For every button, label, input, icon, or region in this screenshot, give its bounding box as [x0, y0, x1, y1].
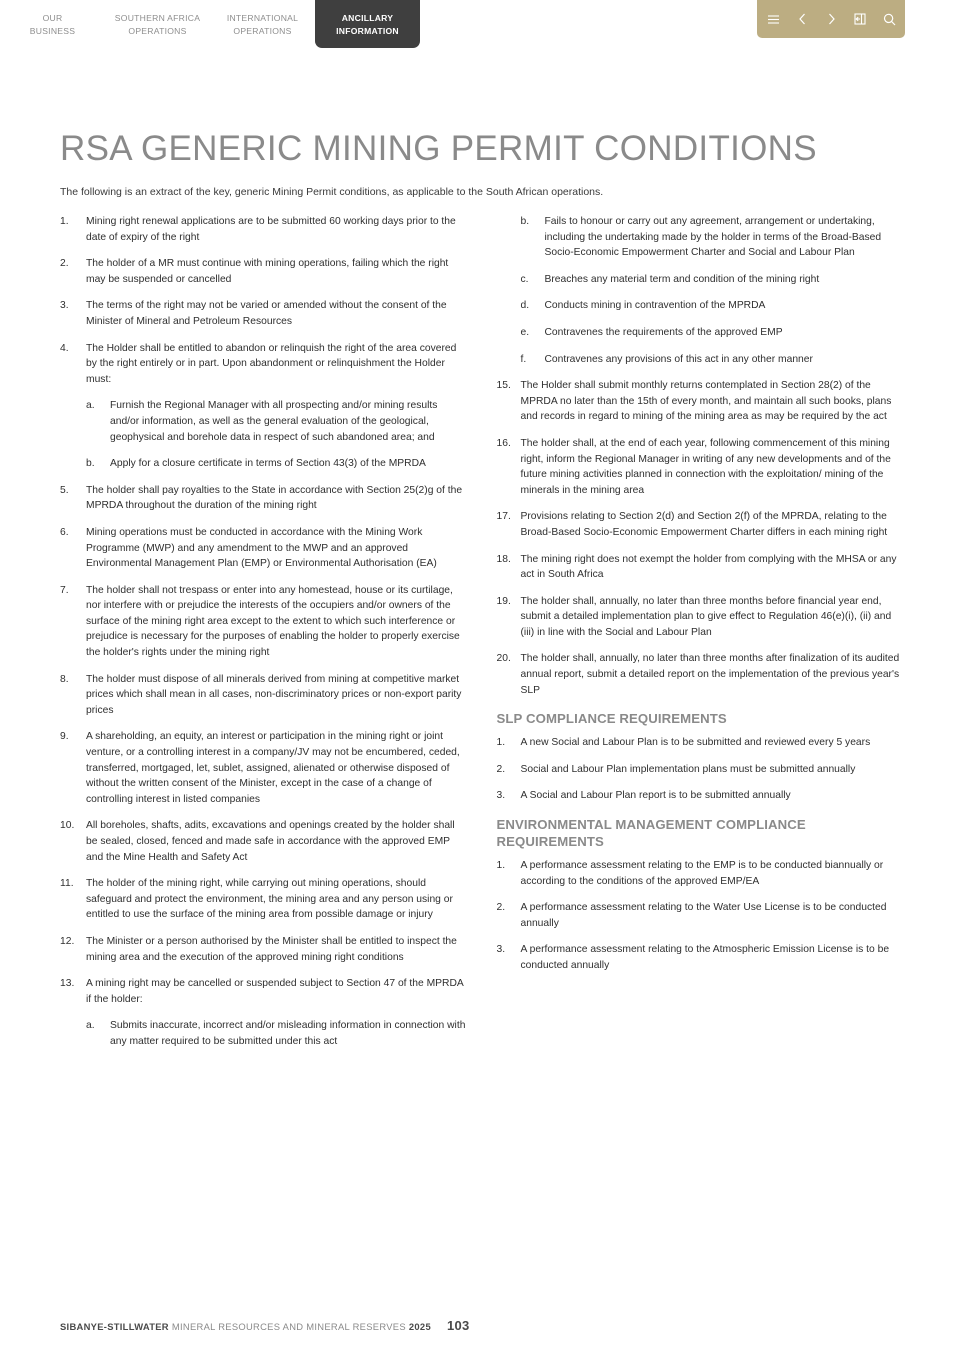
list-item-marker: f. — [520, 353, 527, 365]
list-item — [86, 398, 469, 445]
page-number: 103 — [446, 1318, 470, 1333]
list-item — [497, 509, 906, 540]
list-item-text: Provisions relating to Section 2(d) and Section 2(f) of the MPRDA, relating to the Broad-Based Socio-Economic Empowerment Charter differs in each mining right — [520, 511, 888, 538]
list-item-marker: 1. — [496, 737, 506, 749]
list-item-text: The mining right does not exempt the holder from complying with the MHSA or any act in South Africa — [520, 553, 897, 581]
nav-tab-label-line2: INFORMATION — [336, 26, 399, 36]
page-footer — [60, 1318, 470, 1333]
list-item — [497, 788, 906, 804]
list-item-text: A shareholding, an equity, an interest or participation in the mining right or joint venture, or a controlling interest in a company/JV may not be encumbered, ceded, transferred, mortgaged, let, sublet, assigned, alienated or otherwise disposed of without the written consent of the Minister, except in the case of a change of controlling interest in listed companies — [86, 731, 460, 805]
list-item-marker: 6. — [60, 526, 69, 538]
nav-tab-label-line1: SOUTHERN AFRICA — [114, 13, 201, 23]
list-item-text: The Holder shall be entitled to abandon or relinquish the right of the area covered by the right entirely or in part. Upon abandonment or relinquishment the Holder must: — [86, 342, 457, 385]
list-item — [497, 735, 906, 751]
list-item-text: A performance assessment relating to the Atmospheric Emission License is to be conducted annually — [520, 944, 890, 971]
list-item-marker: 8. — [60, 673, 69, 685]
list-item-marker: 11. — [60, 878, 74, 890]
list-item-text: Apply for a closure certificate in terms of Section 43(3) of the MPRDA — [110, 458, 426, 470]
chevron-right-icon[interactable] — [824, 12, 839, 27]
right-column — [497, 214, 906, 985]
list-item-text: A Social and Labour Plan report is to be submitted annually — [520, 790, 791, 802]
list-item-marker: 15. — [496, 380, 511, 392]
list-item-text: Contravenes any provisions of this act in any other manner — [544, 353, 813, 365]
list-item-text: Conducts mining in contravention of the MPRDA — [544, 300, 766, 312]
list-item — [521, 298, 906, 314]
list-item-text: The Holder shall submit monthly returns contemplated in Section 28(2) of the MPRDA no later than the 15th of every month, and maintain all such books, plans and records in regard to mining of the mining area as may be required by the act — [520, 380, 892, 423]
list-item — [60, 483, 469, 514]
list-item-marker: 3. — [496, 790, 506, 802]
top-navigation — [0, 0, 965, 57]
list-item — [521, 325, 906, 341]
list-item-marker: b. — [86, 458, 95, 470]
list-item-marker: 18. — [496, 553, 511, 565]
list-item — [60, 729, 469, 807]
nav-icon-bar — [757, 0, 905, 38]
list-item-text: The holder of the mining right, while carrying out mining operations, should safeguard and protect the environment, the mining area and any person using or entitled to use the surface of the mining area from possible damage or injury — [86, 878, 453, 921]
page-content — [0, 129, 965, 1061]
list-item — [497, 942, 906, 973]
list-item-marker: 2. — [60, 258, 69, 270]
list-item-text: The Minister or a person authorised by the Minister shall be entitled to inspect the mining area and the execution of the approved mining right conditions — [86, 935, 457, 963]
list-item-marker: 1. — [60, 216, 69, 227]
nav-tab-label-line1: INTERNATIONAL — [226, 13, 299, 23]
list-item — [60, 818, 469, 865]
list-item-text: A new Social and Labour Plan is to be submitted and reviewed every 5 years — [520, 737, 871, 749]
slp-requirements-list — [497, 735, 906, 804]
list-item-marker: 4. — [60, 342, 69, 354]
list-item-text: All boreholes, shafts, adits, excavations and openings created by the holder shall be sealed, closed, fenced and made safe in accordance with the approved EMP and the Mine Health and Safety Act — [86, 820, 455, 863]
chevron-left-icon[interactable] — [795, 12, 810, 27]
exit-icon[interactable] — [853, 12, 868, 27]
list-item-text: Contravenes the requirements of the approved EMP — [544, 326, 783, 338]
list-item — [60, 256, 469, 287]
list-item — [60, 341, 469, 388]
list-item-marker: 2. — [496, 902, 506, 914]
list-item-text: The holder shall pay royalties to the State in accordance with Section 25(2)g of the MPRDA throughout the duration of the mining right — [86, 484, 463, 512]
list-item — [60, 876, 469, 923]
list-item-text: The holder must dispose of all minerals derived from mining at competitive market prices which shall mean in all cases, non-discriminatory prices or non-export parity prices — [86, 673, 462, 716]
list-item-marker: 13. — [60, 978, 75, 990]
nav-tab-label-line2: OPERATIONS — [128, 26, 187, 36]
list-item-marker: c. — [520, 273, 529, 285]
list-item — [60, 976, 469, 1007]
nav-tab-4[interactable] — [315, 0, 420, 48]
list-item-marker: a. — [86, 400, 95, 412]
list-item-marker: 3. — [60, 300, 69, 312]
list-item — [60, 934, 469, 965]
hamburger-menu-icon[interactable] — [766, 12, 781, 27]
list-item — [86, 456, 469, 472]
list-item — [497, 552, 906, 583]
list-item — [60, 525, 469, 572]
list-item-text: The holder shall, annually, no later than three months before financial year end, submit a detailed implementation plan to give effect to Regulation 46(e)(i), (ii) and (iii) in line with the Social and Labour Plan — [520, 595, 892, 638]
list-item — [497, 436, 906, 498]
nav-tab-1[interactable] — [0, 0, 105, 48]
list-item — [86, 1018, 469, 1049]
list-item-text: Furnish the Regional Manager with all prospecting and/or mining results and/or information, as well as the general evaluation of the geological, geophysical and borehole data in respect of such abandoned area; and — [110, 400, 438, 443]
footer-year: 2025 — [408, 1321, 431, 1332]
list-item-marker: 12. — [60, 935, 75, 947]
list-item-marker: 19. — [496, 595, 511, 607]
footer-brand: SIBANYE-STILLWATER — [60, 1321, 169, 1332]
two-column-layout — [60, 214, 905, 1061]
list-item-text: Mining right renewal applications are to be submitted 60 working days prior to the date of expiry of the right — [86, 216, 456, 243]
list-item-marker: 2. — [496, 763, 506, 775]
list-item-marker: e. — [520, 326, 530, 338]
slp-section-heading: SLP COMPLIANCE REQUIREMENTS — [496, 711, 727, 727]
list-item — [497, 762, 906, 778]
list-item-text: A performance assessment relating to the EMP is to be conducted biannually or according to the conditions of the approved EMP/EA — [520, 860, 884, 887]
list-item-marker: 3. — [496, 944, 506, 956]
list-item — [521, 214, 906, 261]
nav-tab-label-line1: OUR — [42, 13, 63, 23]
list-item — [497, 858, 906, 889]
conditions-list-right — [497, 214, 906, 698]
list-item — [60, 672, 469, 719]
list-item-marker: b. — [520, 216, 530, 227]
list-item-text: A mining right may be cancelled or suspended subject to Section 47 of the MPRDA if the holder: — [86, 978, 464, 1005]
list-item-marker: 1. — [496, 860, 506, 872]
list-item-marker: 16. — [496, 437, 511, 449]
list-item — [497, 594, 906, 641]
list-item-marker: 5. — [60, 484, 69, 496]
list-item-text: The holder shall, annually, no later than three months after finalization of its audited annual report, submit a detailed report on the implementation of the previous year's SLP — [520, 653, 900, 696]
list-item-text: The holder shall, at the end of each year, following commencement of this mining right, inform the Regional Manager in writing of any new developments and of the future mining activities planned in connection with the exploitation/ mining of the minerals in the mining area — [520, 437, 891, 496]
environmental-requirements-list — [497, 858, 906, 974]
nav-tab-label-line1: ANCILLARY — [341, 13, 394, 23]
list-item-text: Fails to honour or carry out any agreement, arrangement or undertaking, including the undertaking made by the holder in terms of the Broad-Based Socio-Economic Empowerment Charter and Social and Labour Plan — [544, 216, 882, 259]
list-item — [60, 214, 469, 245]
list-item — [60, 583, 469, 661]
list-item-text: Social and Labour Plan implementation plans must be submitted annually — [520, 763, 856, 775]
list-item-text: A performance assessment relating to the Water Use License is to be conducted annually — [520, 902, 887, 929]
nav-tab-label-line2: BUSINESS — [29, 26, 76, 36]
list-item — [497, 651, 906, 698]
conditions-list-left — [60, 214, 469, 1050]
list-item — [497, 900, 906, 931]
list-item-marker: a. — [86, 1020, 95, 1032]
list-item-marker: 20. — [496, 653, 511, 665]
page-title: RSA GENERIC MINING PERMIT CONDITIONS — [60, 129, 817, 168]
nav-tab-list — [0, 0, 420, 57]
list-item-marker: 7. — [60, 584, 69, 596]
list-item — [60, 298, 469, 329]
list-item-text: The terms of the right may not be varied or amended without the consent of the Minister of Mineral and Petroleum Resources — [86, 300, 447, 327]
list-item — [497, 378, 906, 425]
nav-tab-3[interactable] — [210, 0, 315, 48]
list-item-marker: 10. — [60, 820, 75, 832]
environmental-section-heading: ENVIRONMENTAL MANAGEMENT COMPLIANCE REQUIREMENTS — [496, 817, 806, 850]
nav-tab-label-line2: OPERATIONS — [233, 26, 292, 36]
list-item — [521, 272, 906, 288]
list-item-marker: d. — [520, 300, 530, 312]
intro-paragraph: The following is an extract of the key, generic Mining Permit conditions, as applicable to the South African operations. — [60, 186, 604, 198]
left-column — [60, 214, 469, 1061]
search-icon[interactable] — [882, 12, 897, 27]
list-item — [521, 352, 906, 368]
nav-tab-2[interactable] — [105, 0, 210, 48]
list-item-text: Mining operations must be conducted in accordance with the Mining Work Programme (MWP) and any amendment to the MWP and an approved Environmental Management Plan (EMP) or Environmental Authorisation (EA) — [86, 526, 437, 570]
list-item-marker: 9. — [60, 731, 69, 743]
list-item-text: The holder of a MR must continue with mining operations, failing which the right may be suspended or cancelled — [86, 258, 449, 285]
list-item-text: Breaches any material term and condition of the mining right — [544, 273, 820, 285]
list-item-text: Submits inaccurate, incorrect and/or misleading information in connection with any matter required to be submitted under this act — [110, 1020, 466, 1047]
list-item-text: The holder shall not trespass or enter into any homestead, house or its curtilage, nor interfere with or prejudice the interests of the occupiers and/or owners of the surface of the mining right area except to the extent to which such interference or prejudice is necessary for the purposes of enabling the holder to properly exercise the holder's rights under the mining right — [86, 584, 460, 659]
footer-report-name: MINERAL RESOURCES AND MINERAL RESERVES — [171, 1321, 406, 1332]
list-item-marker: 17. — [496, 511, 511, 523]
